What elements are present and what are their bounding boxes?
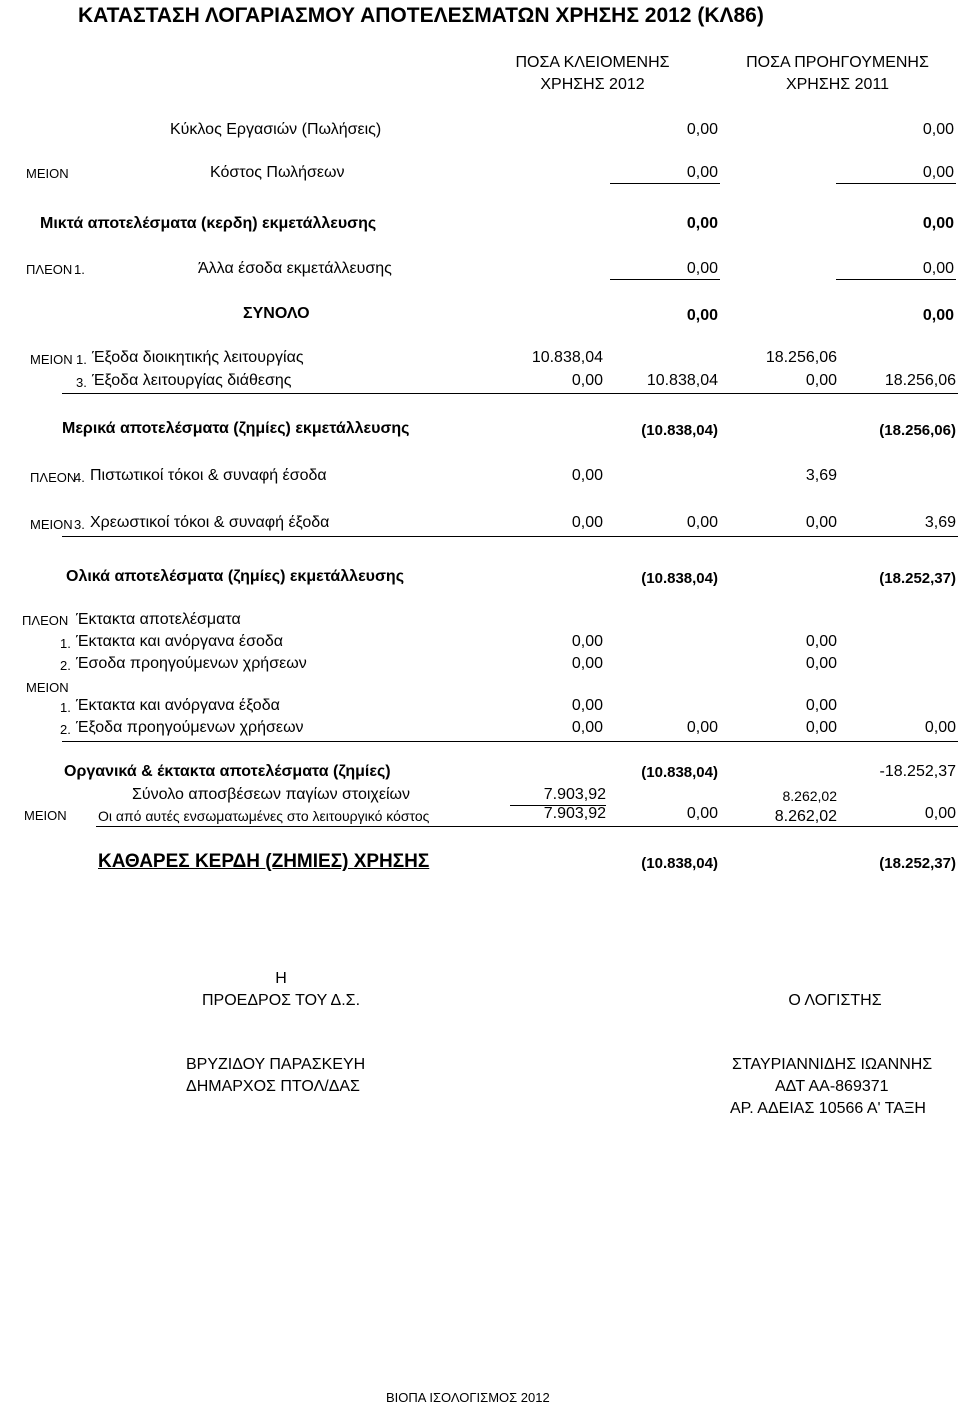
cost-of-sales-current: 0,00 [686, 164, 718, 181]
depreciation-operating-current-a: 7.903,92 [543, 805, 606, 822]
col-header-current-line2: ΧΡΗΣΗΣ 2012 [540, 76, 645, 93]
total-label: ΣΥΝΟΛΟ [243, 305, 310, 322]
interest-income-current-a: 0,00 [571, 467, 603, 484]
other-income-current: 0,00 [686, 260, 718, 277]
separator-line [96, 826, 958, 827]
underline [836, 279, 956, 280]
prior-years-income-prior-a: 0,00 [805, 655, 837, 672]
gross-result-label: Μικτά αποτελέσματα (κερδη) εκμετάλλευσης [40, 215, 377, 232]
distribution-expenses-num: 3. [76, 375, 87, 390]
organic-result-label: Οργανικά & έκτακτα αποτελέσματα (ζημίες) [64, 763, 391, 780]
admin-expenses-label: Έξοδα διοικητικής λειτουργίας [92, 349, 304, 366]
total-prior: 0,00 [922, 307, 954, 324]
prior-years-expenses-current-b: 0,00 [686, 719, 718, 736]
depreciation-total-current-a: 7.903,92 [543, 786, 606, 803]
turnover-label: Κύκλος Εργασιών (Πωλήσεις) [170, 121, 382, 138]
signature-left-name: ΒΡΥΖΙΔΟΥ ΠΑΡΑΣΚΕΥΗ [186, 1056, 366, 1073]
turnover-current: 0,00 [686, 121, 718, 138]
other-income-prior: 0,00 [922, 260, 954, 277]
extra-expenses-prior-a: 0,00 [805, 697, 837, 714]
net-result-label: ΚΑΘΑΡΕΣ ΚΕΡΔΗ (ΖΗΜΙΕΣ) ΧΡΗΣΗΣ [98, 851, 430, 872]
other-income-prefix: ΠΛΕΟΝ [26, 262, 73, 277]
distribution-expenses-current-a: 0,00 [571, 372, 603, 389]
separator-line [62, 536, 958, 537]
prior-years-income-num: 2. [60, 658, 71, 673]
depreciation-operating-prefix: ΜΕΙΟΝ [24, 808, 67, 823]
prior-years-expenses-prior-b: 0,00 [924, 719, 956, 736]
distribution-expenses-current-b: 10.838,04 [646, 372, 718, 389]
distribution-expenses-prior-a: 0,00 [805, 372, 837, 389]
page-title: ΚΑΤΑΣΤΑΣΗ ΛΟΓΑΡΙΑΣΜΟΥ ΑΠΟΤΕΛΕΣΜΑΤΩΝ ΧΡΗΣΗΣ 2012 (ΚΛ86) [78, 4, 764, 27]
interest-income-prefix: ΠΛΕΟΝ [30, 470, 77, 485]
depreciation-operating-prior-b: 0,00 [924, 805, 956, 822]
turnover-prior: 0,00 [922, 121, 954, 138]
other-income-label: Άλλα έσοδα εκμετάλλευσης [198, 260, 392, 277]
depreciation-operating-label: Οι από αυτές ενσωματωμένες στο λειτουργικό κόστος [98, 808, 430, 824]
net-result-current: (10.838,04) [641, 855, 718, 872]
interest-expense-label: Χρεωστικοί τόκοι & συναφή έξοδα [90, 514, 330, 531]
total-operating-result-label: Ολικά αποτελέσματα (ζημίες) εκμετάλλευσης [66, 568, 405, 585]
prior-years-income-label: Έσοδα προηγούμενων χρήσεων [76, 655, 307, 672]
prior-years-expenses-label: Έξοδα προηγούμενων χρήσεων [76, 719, 304, 736]
interest-income-prior-a: 3,69 [805, 467, 837, 484]
interest-expense-num: 3. [74, 517, 85, 532]
net-result-prior: (18.252,37) [879, 855, 956, 872]
minus-prefix: ΜΕΙΟΝ [26, 680, 69, 695]
extra-income-prior-a: 0,00 [805, 633, 837, 650]
total-operating-result-current: (10.838,04) [641, 570, 718, 587]
admin-expenses-prior-a: 18.256,06 [765, 349, 837, 366]
signature-right-id: ΑΔΤ ΑΑ-869371 [775, 1078, 889, 1095]
depreciation-total-label: Σύνολο αποσβέσεων παγίων στοιχείων [132, 786, 411, 803]
depreciation-total-prior-a: 8.262,02 [782, 788, 837, 804]
extra-expenses-current-a: 0,00 [571, 697, 603, 714]
partial-result-prior: (18.256,06) [879, 422, 956, 439]
other-income-num: 1. [74, 262, 85, 277]
signature-right-license: ΑΡ. ΑΔΕΙΑΣ 10566 Α' ΤΑΞΗ [730, 1101, 926, 1117]
depreciation-operating-prior-a: 8.262,02 [774, 808, 837, 825]
gross-result-current: 0,00 [686, 215, 718, 232]
signature-left-role: ΔΗΜΑΡΧΟΣ ΠΤΟΛ/ΔΑΣ [186, 1078, 360, 1095]
underline [610, 279, 720, 280]
extraordinary-header-label: Έκτακτα αποτελέσματα [76, 611, 241, 628]
gross-result-prior: 0,00 [922, 215, 954, 232]
depreciation-operating-current-b: 0,00 [686, 805, 718, 822]
interest-expense-prior-b: 3,69 [924, 514, 956, 531]
separator-line [62, 741, 958, 742]
extra-expenses-num: 1. [60, 700, 71, 715]
page-footer: ΒΙΟΠΑ ΙΣΟΛΟΓΙΣΜΟΣ 2012 [386, 1390, 550, 1405]
signature-right-line1: Ο ΛΟΓΙΣΤΗΣ [788, 992, 882, 1009]
extra-expenses-label: Έκτακτα και ανόργανα έξοδα [76, 697, 280, 714]
interest-expense-prefix: ΜΕΙΟΝ [30, 517, 73, 532]
extraordinary-prefix: ΠΛΕΟΝ [22, 613, 69, 628]
interest-expense-prior-a: 0,00 [805, 514, 837, 531]
distribution-expenses-label: Έξοδα λειτουργίας διάθεσης [92, 372, 292, 389]
interest-expense-current-a: 0,00 [571, 514, 603, 531]
admin-expenses-prefix: ΜΕΙΟΝ [30, 352, 73, 367]
interest-income-label: Πιστωτικοί τόκοι & συναφή έσοδα [90, 467, 327, 484]
distribution-expenses-prior-b: 18.256,06 [884, 372, 956, 389]
prior-years-expenses-prior-a: 0,00 [805, 719, 837, 736]
signature-right-name: ΣΤΑΥΡΙΑΝΝΙΔΗΣ ΙΩΑΝΝΗΣ [732, 1056, 933, 1073]
interest-expense-current-b: 0,00 [686, 514, 718, 531]
signature-left-line2: ΠΡΟΕΔΡΟΣ ΤΟΥ Δ.Σ. [201, 992, 361, 1009]
col-header-prior-line2: ΧΡΗΣΗΣ 2011 [785, 76, 890, 93]
total-operating-result-prior: (18.252,37) [879, 570, 956, 587]
underline [836, 183, 956, 184]
cost-of-sales-prior: 0,00 [922, 164, 954, 181]
col-header-prior-line1: ΠΟΣΑ ΠΡΟΗΓΟΥΜΕΝΗΣ [746, 54, 929, 71]
total-current: 0,00 [686, 307, 718, 324]
organic-result-prior: -18.252,37 [879, 763, 956, 780]
signature-left-line1: Η [275, 970, 287, 987]
extra-income-label: Έκτακτα και ανόργανα έσοδα [76, 633, 283, 650]
extra-income-current-a: 0,00 [571, 633, 603, 650]
underline [610, 183, 720, 184]
partial-result-current: (10.838,04) [641, 422, 718, 439]
partial-result-label: Μερικά αποτελέσματα (ζημίες) εκμετάλλευσης [62, 420, 410, 437]
admin-expenses-current-a: 10.838,04 [531, 349, 603, 366]
organic-result-current: (10.838,04) [641, 764, 718, 781]
separator-line [62, 393, 958, 394]
col-header-current-line1: ΠΟΣΑ ΚΛΕΙΟΜΕΝΗΣ [515, 54, 670, 71]
cost-of-sales-prefix: ΜΕΙΟΝ [26, 166, 69, 181]
extra-income-num: 1. [60, 636, 71, 651]
prior-years-expenses-num: 2. [60, 722, 71, 737]
prior-years-income-current-a: 0,00 [571, 655, 603, 672]
prior-years-expenses-current-a: 0,00 [571, 719, 603, 736]
interest-income-num: 4. [74, 470, 85, 485]
admin-expenses-num: 1. [76, 352, 87, 367]
cost-of-sales-label: Κόστος Πωλήσεων [210, 164, 345, 181]
